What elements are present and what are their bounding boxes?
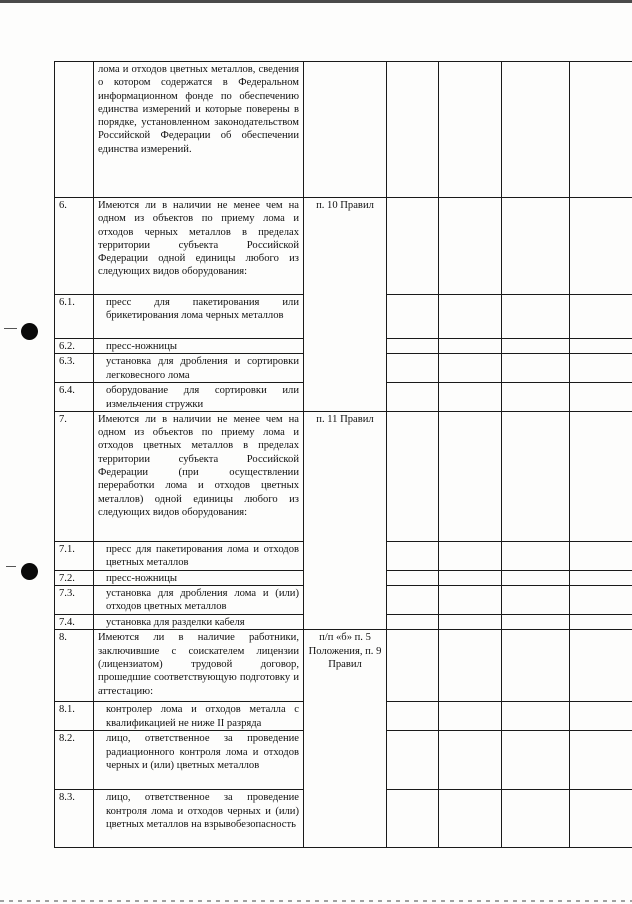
row-reference (304, 62, 387, 198)
row-text: Имеются ли в наличие работники, заключившие с соискателем лицензии (лицензиатом) трудовой договор, прошедшие соответствующую подготовку и аттестацию: (94, 630, 304, 702)
row-text: пресс для пакетирования или брикетирования лома черных металлов (94, 295, 304, 339)
row-number: 6.2. (55, 339, 94, 354)
row-text: установка для дробления и сортировки легковесного лома (94, 354, 304, 383)
row-number: 7.1. (55, 541, 94, 570)
row-text: контролер лома и отходов металла с квалификацией не ниже II разряда (94, 702, 304, 731)
row-number: 8.3. (55, 790, 94, 848)
scan-mark (6, 566, 16, 567)
row-number: 8.2. (55, 731, 94, 790)
row-number: 7. (55, 411, 94, 541)
scan-bottom-edge (0, 900, 632, 902)
row-number: 6.4. (55, 383, 94, 412)
row-text: лицо, ответственное за проведение контроля лома и отходов черных и (или) цветных металлов на взрывобезопасность (94, 790, 304, 848)
row-text: установка для дробления лома и (или) отходов цветных металлов (94, 586, 304, 615)
row-number: 6.1. (55, 295, 94, 339)
row-text: оборудование для сортировки или измельчения стружки (94, 383, 304, 412)
row-reference: п/п «б» п. 5 Положения, п. 9 Правил (304, 630, 387, 848)
row-number: 8.1. (55, 702, 94, 731)
row-reference: п. 11 Правил (304, 411, 387, 630)
scan-top-edge (0, 0, 632, 3)
table-row (55, 630, 632, 702)
row-text: лома и отходов цветных металлов, сведения о котором содержатся в Федеральном информационном фонде по обеспечению единства измерений и которые поверены в порядке, установленном законодательством Российской Федерации об обеспечении единства измерений. (94, 62, 304, 198)
row-text: пресс для пакетирования лома и отходов цветных металлов (94, 541, 304, 570)
row-number: 6.3. (55, 354, 94, 383)
row-text: Имеются ли в наличии не менее чем на одном из объектов по приему лома и отходов цветных металлов в пределах территории субъекта Российской Федерации (при осуществлении переработки лома и отходов цветных металлов) одной единицы любого из следующих видов оборудования: (94, 411, 304, 541)
row-number: 6. (55, 198, 94, 295)
row-text: Имеются ли в наличии не менее чем на одном из объектов по приему лома и отходов черных металлов в пределах территории субъекта Российской Федерации одной единицы любого из следующих видов оборудования: (94, 198, 304, 295)
row-number: 7.2. (55, 570, 94, 585)
row-number (55, 62, 94, 198)
scan-mark (4, 328, 17, 329)
row-text: пресс-ножницы (94, 570, 304, 585)
table-row (55, 62, 632, 198)
row-text: пресс-ножницы (94, 339, 304, 354)
row-number: 7.3. (55, 586, 94, 615)
row-reference: п. 10 Правил (304, 198, 387, 412)
row-number: 8. (55, 630, 94, 702)
row-number: 7.4. (55, 615, 94, 630)
punch-hole (21, 563, 38, 580)
checklist-table (54, 61, 632, 848)
punch-hole (21, 323, 38, 340)
row-text: лицо, ответственное за проведение радиационного контроля лома и отходов черных и (или) цветных металлов (94, 731, 304, 790)
row-text: установка для разделки кабеля (94, 615, 304, 630)
table-row (55, 411, 632, 541)
table-row (55, 198, 632, 295)
